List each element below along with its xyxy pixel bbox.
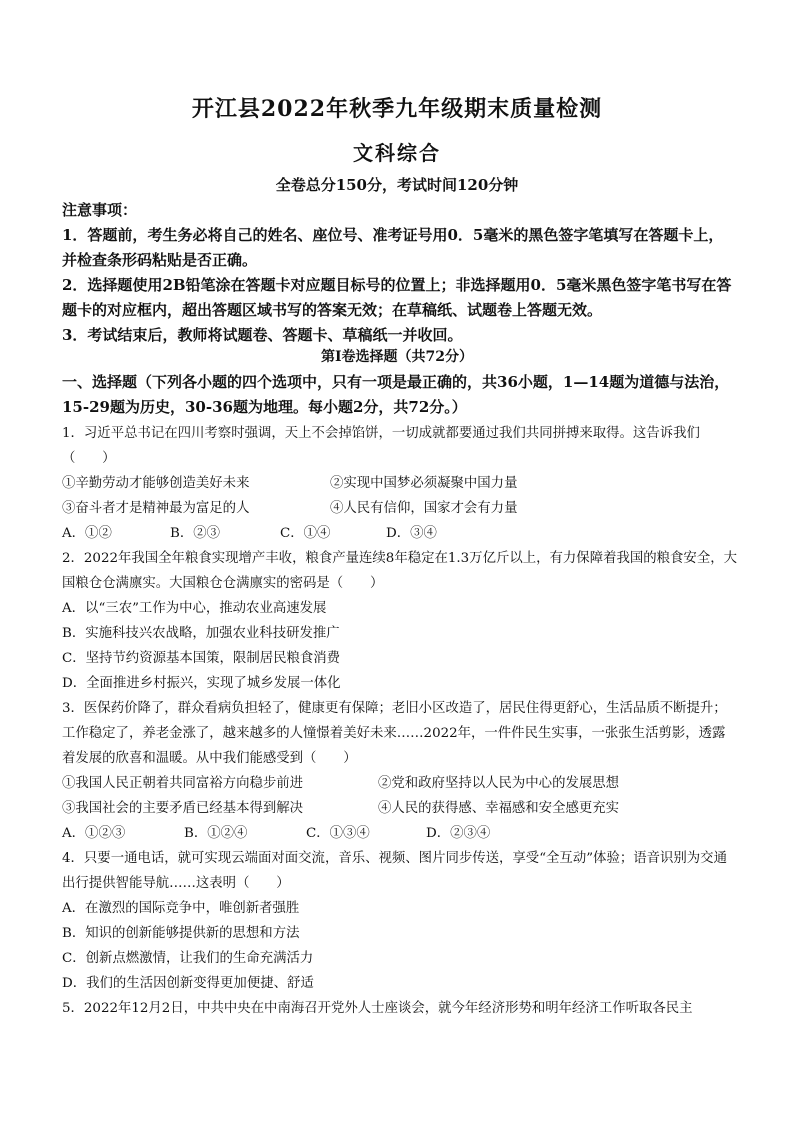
choice-a: A．在激烈的国际竞争中，唯创新者强胜 — [62, 901, 300, 916]
note-item-2: 2．选择题使用2B铅笔涂在答题卡对应题目标号的位置上；非选择题用0．5毫米黑色签字笔书写在答题卡的对应框内，超出答题区域书写的答案无效；在草稿纸、试题卷上答题无效。 — [62, 276, 732, 319]
choice-c: C．①④ — [280, 526, 331, 541]
statement: ③我国社会的主要矛盾已经基本得到解决 — [62, 801, 304, 816]
question-list — [62, 421, 738, 1021]
part-instructions: 一、选择题（下列各小题的四个选项中，只有一项是最正确的，共36小题，1—14题为道德与法治，15-29题为历史，30-36题为地理。每小题2分，共72分。） — [62, 373, 730, 416]
exam-subject: 文科综合 — [353, 141, 441, 165]
choice-d: D．我们的生活因创新变得更加便捷、舒适 — [62, 976, 314, 991]
notes-heading: 注意事项： — [62, 201, 138, 219]
choice-b: B．实施科技兴农战略，加强农业科技研发推广 — [62, 626, 340, 641]
question-3-choices — [62, 821, 738, 846]
choice-b: B．知识的创新能够提供新的思想和方法 — [62, 926, 300, 941]
statement: ③奋斗者才是精神最为富足的人 — [62, 501, 250, 516]
choice-d: D．②③④ — [426, 826, 491, 841]
question-3-statements-row-2 — [62, 796, 738, 821]
choice-a: A．①②③ — [62, 826, 126, 841]
section-title: 第Ⅰ卷选择题（共72分） — [320, 349, 474, 365]
question-1-statements-row-1 — [62, 471, 738, 496]
statement: ①我国人民正朝着共同富裕方向稳步前进 — [62, 776, 304, 791]
choice-a: A．①② — [62, 526, 112, 541]
statement: ②实现中国梦必须凝聚中国力量 — [330, 476, 518, 491]
question-3-stem: 3．医保药价降了，群众看病负担轻了，健康更有保障；老旧小区改造了，居民住得更舒心，生活品质不断提升；工作稳定了，养老金涨了，越来越多的人憧憬着美好未来……2022年，一件件民生实事，一张张生活剪影，透露着发展的欣喜和温暖。从中我们能感受到（ ） — [62, 701, 727, 766]
choice-c: C．坚持节约资源基本国策，限制居民粮食消费 — [62, 651, 341, 666]
choice-d: D．③④ — [386, 526, 437, 541]
question-4-stem: 4．只要一通电话，就可实现云端面对面交流，音乐、视频、图片同步传送，享受“全互动”体验；语音识别为交通出行提供智能导航……这表明（ ） — [62, 851, 727, 891]
question-2-stem: 2．2022年我国全年粮食实现增产丰收，粮食产量连续8年稳定在1.3万亿斤以上，有力保障着我国的粮食安全，大国粮仓仓满廪实。大国粮仓仓满廪实的密码是（ ） — [62, 551, 737, 591]
statement: ①辛勤劳动才能够创造美好未来 — [62, 476, 250, 491]
statement: ②党和政府坚持以人民为中心的发展思想 — [378, 776, 620, 791]
question-1-statements-row-2 — [62, 496, 738, 521]
choice-c: C．创新点燃激情，让我们的生命充满活力 — [62, 951, 314, 966]
exam-info: 全卷总分150分，考试时间120分钟 — [275, 176, 519, 194]
note-item-3: 3．考试结束后，教师将试题卷、答题卡、草稿纸一并收回。 — [62, 326, 463, 344]
choice-a: A．以“三农”工作为中心，推动农业高速发展 — [62, 601, 327, 616]
choice-b: B．①②④ — [184, 826, 248, 841]
question-3-statements-row-1 — [62, 771, 738, 796]
question-1-stem: 1．习近平总书记在四川考察时强调，天上不会掉馅饼，一切成就都要通过我们共同拼搏来取得。这告诉我们（ ） — [62, 426, 700, 466]
question-1-choices — [62, 521, 738, 546]
choice-d: D．全面推进乡村振兴，实现了城乡发展一体化 — [62, 676, 341, 691]
statement: ④人民的获得感、幸福感和安全感更充实 — [378, 801, 620, 816]
exam-title: 开江县2022年秋季九年级期末质量检测 — [191, 96, 603, 122]
notes-section — [62, 198, 738, 348]
note-item-1: 1．答题前，考生务必将自己的姓名、座位号、准考证号用0．5毫米的黑色签字笔填写在答题卡上，并检查条形码粘贴是否正确。 — [62, 226, 724, 269]
question-5-stem: 5．2022年12月2日，中共中央在中南海召开党外人士座谈会，就今年经济形势和明年经济工作听取各民主 — [62, 1001, 693, 1016]
choice-b: B．②③ — [170, 526, 221, 541]
statement: ④人民有信仰，国家才会有力量 — [330, 501, 518, 516]
choice-c: C．①③④ — [306, 826, 370, 841]
